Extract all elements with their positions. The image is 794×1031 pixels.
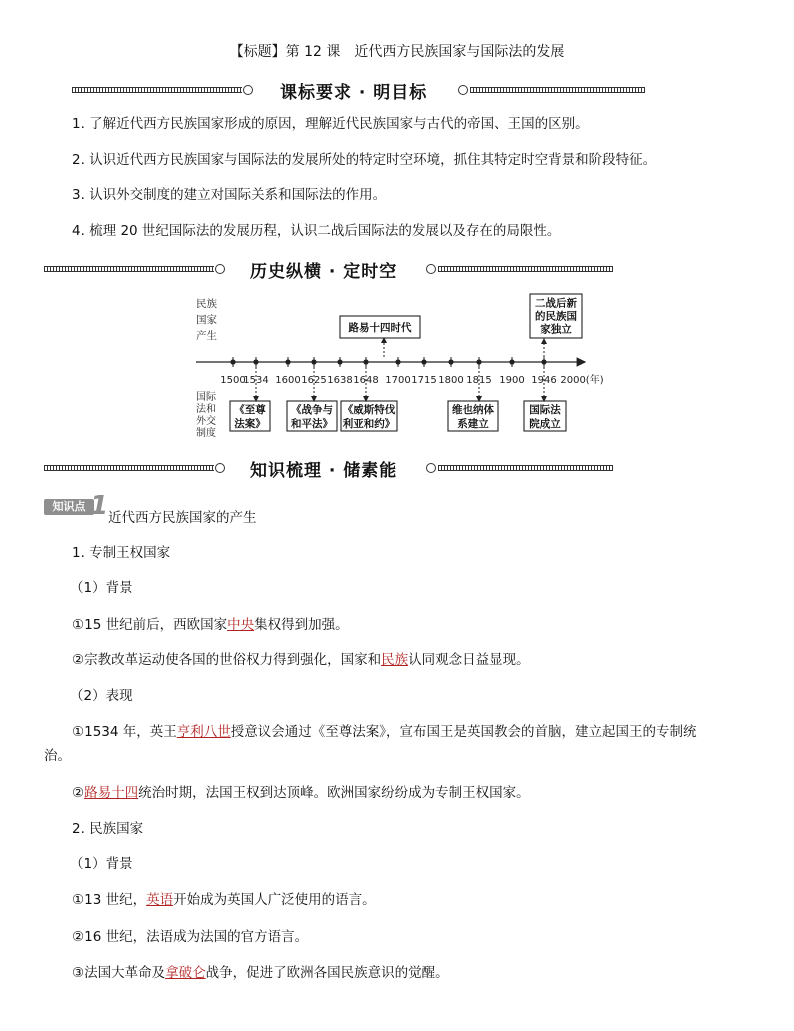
banner-rule-right [438, 465, 613, 471]
para-6: ②16 世纪，法语成为法国的官方语言。 [72, 929, 309, 945]
badge-number: 1 [90, 491, 109, 521]
goal-item-2: 2. 认识近代西方民族国家与国际法的发展所处的特定时空环境，抓住其特定时空背景和阶段特征。 [72, 152, 657, 168]
answer-blank: 路易十四 [84, 785, 139, 801]
timeline-year-label: 1900 [499, 375, 525, 386]
goal-item-4: 4. 梳理 20 世纪国际法的发展历程，认识二战后国际法的发展以及存在的局限性。 [72, 223, 561, 239]
svg-text:二战后新: 二战后新 [535, 297, 577, 310]
timeline-dot [285, 359, 290, 364]
timeline-dot [541, 359, 546, 364]
svg-text:院成立: 院成立 [529, 418, 561, 430]
timeline-year-label: 1815 [466, 375, 492, 386]
timeline-dot [448, 359, 453, 364]
banner-title-knowledge: 知识梳理 · 储素能 [250, 461, 398, 481]
subsection-1-background: （1）背景 [70, 580, 133, 596]
banner-title-goals: 课标要求 · 明目标 [280, 83, 428, 103]
timeline-dot [509, 359, 514, 364]
knowledge-heading: 近代西方民族国家的产生 [108, 510, 257, 526]
subsection-2-background: （1）背景 [70, 856, 133, 872]
para-5: ①13 世纪，英语开始成为英国人广泛使用的语言。 [72, 892, 376, 908]
timeline-year-label: 1500 [220, 375, 246, 386]
timeline-dot [253, 359, 258, 364]
timeline-dot [311, 359, 316, 364]
answer-blank: 民族 [381, 652, 409, 668]
svg-text:路易十四时代: 路易十四时代 [348, 322, 412, 334]
svg-text:维也纳体: 维也纳体 [452, 404, 494, 416]
timeline-dot [395, 359, 400, 364]
timeline-year-label: 1700 [385, 375, 411, 386]
svg-text:的民族国: 的民族国 [535, 310, 577, 323]
timeline-top-label: 民族 [196, 298, 217, 310]
timeline-year-label: 1800 [438, 375, 464, 386]
svg-text:《威斯特伐: 《威斯特伐 [342, 404, 396, 416]
timeline-dot [363, 359, 368, 364]
timeline-year-label: 1638 [327, 375, 353, 386]
svg-text:国际法: 国际法 [529, 404, 561, 416]
svg-text:和平法》: 和平法》 [291, 418, 333, 430]
page-title: 【标题】第 12 课 近代西方民族国家与国际法的发展 [229, 44, 565, 60]
timeline-year-label: 1534 [243, 375, 269, 386]
svg-text:《至尊: 《至尊 [234, 404, 266, 416]
para-7: ③法国大革命及拿破仑战争，促进了欧洲各国民族意识的觉醒。 [72, 965, 449, 981]
para-2: ②宗教改革运动使各国的世俗权力得到强化，国家和民族认同观念日益显现。 [72, 652, 530, 668]
timeline-year-label: 1715 [411, 375, 437, 386]
answer-blank: 拿破仑 [165, 965, 206, 981]
goal-item-1: 1. 了解近代西方民族国家形成的原因，理解近代民族国家与古代的帝国、王国的区别。 [72, 116, 589, 132]
para-3-continued: 治。 [44, 748, 71, 764]
timeline-year-label: 1625 [301, 375, 327, 386]
timeline-dot [421, 359, 426, 364]
timeline-year-label: 2000(年) [560, 375, 604, 386]
answer-blank: 英语 [146, 892, 174, 908]
timeline-dot [230, 359, 235, 364]
timeline-top-label: 产生 [196, 330, 217, 342]
goal-item-3: 3. 认识外交制度的建立对国际关系和国际法的作用。 [72, 187, 387, 203]
timeline-box-supremacy-act [230, 401, 270, 431]
banner-rule-left [44, 465, 214, 471]
timeline-dot [476, 359, 481, 364]
svg-text:利亚和约》: 利亚和约》 [342, 418, 396, 430]
badge-label: 知识点 [44, 499, 94, 515]
timeline-year-label: 1600 [275, 375, 301, 386]
answer-blank: 亨利八世 [176, 724, 231, 740]
timeline-bottom-label: 制度 [196, 428, 216, 439]
timeline-year-label: 1648 [353, 375, 379, 386]
timeline-dot [337, 359, 342, 364]
timeline-box-war-and-peace [287, 401, 337, 431]
timeline-box-postwar-nations [530, 294, 582, 338]
answer-blank: 中央 [227, 617, 255, 633]
timeline-box-louis-xiv [340, 316, 420, 338]
knowledge-point-badge [44, 491, 109, 521]
subsection-2: 2. 民族国家 [72, 821, 144, 837]
timeline-box-vienna-system [448, 401, 498, 431]
svg-text:《战争与: 《战争与 [291, 404, 333, 416]
para-3: ①1534 年，英王亨利八世授意议会通过《至尊法案》，宣布国王是英国教会的首脑，建立起国王的专制统 [72, 724, 697, 740]
timeline-bottom-label: 国际 [196, 392, 216, 403]
svg-text:法案》: 法案》 [234, 418, 266, 430]
banner-dot-right [426, 463, 436, 473]
svg-text:家独立: 家独立 [540, 323, 572, 336]
para-1: ①15 世纪前后，西欧国家中央集权得到加强。 [72, 617, 349, 633]
timeline-top-label: 国家 [196, 314, 217, 326]
subsection-1: 1. 专制王权国家 [72, 545, 171, 561]
para-4: ②路易十四统治时期，法国王权到达顶峰。欧洲国家纷纷成为专制王权国家。 [72, 785, 530, 801]
banner-dot-left [215, 463, 225, 473]
section-banner-knowledge [0, 456, 794, 480]
svg-text:系建立: 系建立 [457, 418, 489, 430]
timeline-diagram [0, 0, 794, 440]
timeline-bottom-label: 外交 [196, 416, 216, 427]
timeline-year-label: 1946 [531, 375, 557, 386]
timeline-box-westphalia [341, 401, 397, 431]
banner-title-timeline: 历史纵横 · 定时空 [250, 262, 398, 282]
timeline-box-icj [524, 401, 566, 431]
subsection-1-manifestation: （2）表现 [70, 688, 133, 704]
timeline-bottom-label: 法和 [196, 404, 216, 415]
